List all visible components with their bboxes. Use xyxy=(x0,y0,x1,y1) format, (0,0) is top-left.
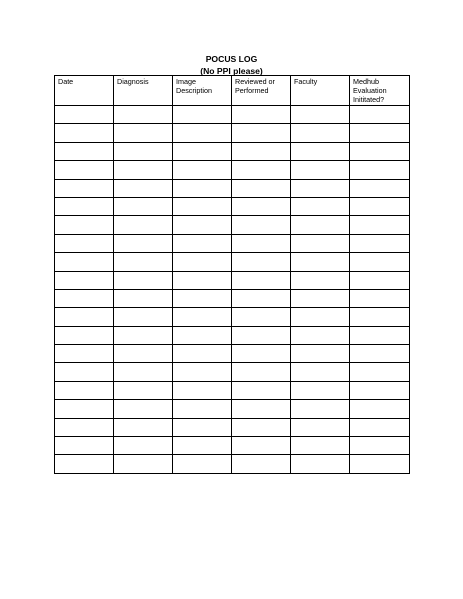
table-cell-diagnosis xyxy=(114,381,173,399)
table-cell-medhub-evaluation xyxy=(350,124,410,142)
table-cell-image-description xyxy=(173,161,232,179)
table-cell-medhub-evaluation xyxy=(350,216,410,234)
table-row xyxy=(55,124,410,142)
table-cell-image-description xyxy=(173,216,232,234)
table-cell-reviewed-or-performed xyxy=(232,271,291,289)
table-cell-faculty xyxy=(291,197,350,215)
table-row xyxy=(55,289,410,307)
table-cell-faculty xyxy=(291,455,350,473)
table-cell-medhub-evaluation xyxy=(350,400,410,418)
column-header-date: Date xyxy=(55,76,114,106)
log-table xyxy=(54,75,410,474)
page-subtitle: (No PPI please) xyxy=(200,66,263,76)
table-cell-date xyxy=(55,455,114,473)
table-row xyxy=(55,197,410,215)
table-cell-faculty xyxy=(291,437,350,455)
table-cell-image-description xyxy=(173,326,232,344)
table-cell-faculty xyxy=(291,124,350,142)
table-cell-image-description xyxy=(173,437,232,455)
table-cell-date xyxy=(55,234,114,252)
table-cell-medhub-evaluation xyxy=(350,437,410,455)
table-cell-medhub-evaluation xyxy=(350,179,410,197)
table-cell-medhub-evaluation xyxy=(350,253,410,271)
table-cell-faculty xyxy=(291,234,350,252)
table-cell-image-description xyxy=(173,308,232,326)
table-cell-medhub-evaluation xyxy=(350,418,410,436)
table-cell-image-description xyxy=(173,271,232,289)
table-cell-reviewed-or-performed xyxy=(232,437,291,455)
table-cell-reviewed-or-performed xyxy=(232,179,291,197)
table-row xyxy=(55,437,410,455)
table-cell-diagnosis xyxy=(114,253,173,271)
table-cell-diagnosis xyxy=(114,142,173,160)
table-cell-diagnosis xyxy=(114,437,173,455)
table-cell-reviewed-or-performed xyxy=(232,363,291,381)
table-cell-faculty xyxy=(291,216,350,234)
table-cell-medhub-evaluation xyxy=(350,455,410,473)
table-cell-reviewed-or-performed xyxy=(232,345,291,363)
table-cell-image-description xyxy=(173,106,232,124)
table-cell-faculty xyxy=(291,345,350,363)
table-cell-medhub-evaluation xyxy=(350,271,410,289)
table-cell-reviewed-or-performed xyxy=(232,253,291,271)
table-row xyxy=(55,363,410,381)
table-row xyxy=(55,308,410,326)
table-cell-diagnosis xyxy=(114,400,173,418)
table-row xyxy=(55,400,410,418)
table-cell-medhub-evaluation xyxy=(350,289,410,307)
table-cell-image-description xyxy=(173,142,232,160)
table-row xyxy=(55,381,410,399)
table-cell-date xyxy=(55,271,114,289)
table-cell-faculty xyxy=(291,289,350,307)
table-cell-date xyxy=(55,216,114,234)
table-cell-date xyxy=(55,142,114,160)
table-cell-diagnosis xyxy=(114,124,173,142)
column-header-diagnosis: Diagnosis xyxy=(114,76,173,106)
table-cell-diagnosis xyxy=(114,363,173,381)
table-cell-faculty xyxy=(291,308,350,326)
table-cell-image-description xyxy=(173,124,232,142)
table-cell-reviewed-or-performed xyxy=(232,197,291,215)
table-row xyxy=(55,216,410,234)
table-cell-reviewed-or-performed xyxy=(232,326,291,344)
table-cell-date xyxy=(55,381,114,399)
column-header-faculty: Faculty xyxy=(291,76,350,106)
table-row xyxy=(55,418,410,436)
table-cell-faculty xyxy=(291,326,350,344)
table-cell-medhub-evaluation xyxy=(350,381,410,399)
table-cell-faculty xyxy=(291,400,350,418)
table-cell-image-description xyxy=(173,345,232,363)
table-cell-reviewed-or-performed xyxy=(232,161,291,179)
table-cell-date xyxy=(55,326,114,344)
table-row xyxy=(55,345,410,363)
table-cell-reviewed-or-performed xyxy=(232,381,291,399)
table-cell-diagnosis xyxy=(114,455,173,473)
table-cell-faculty xyxy=(291,161,350,179)
table-cell-date xyxy=(55,363,114,381)
table-cell-reviewed-or-performed xyxy=(232,234,291,252)
table-cell-date xyxy=(55,197,114,215)
table-cell-reviewed-or-performed xyxy=(232,289,291,307)
table-cell-diagnosis xyxy=(114,197,173,215)
table-row xyxy=(55,106,410,124)
table-cell-medhub-evaluation xyxy=(350,197,410,215)
column-header-image-description: Image Description xyxy=(173,76,232,106)
title-block xyxy=(0,53,463,77)
table-cell-date xyxy=(55,124,114,142)
table-cell-image-description xyxy=(173,289,232,307)
log-table-body xyxy=(55,106,410,474)
table-cell-diagnosis xyxy=(114,418,173,436)
table-cell-diagnosis xyxy=(114,308,173,326)
table-cell-date xyxy=(55,289,114,307)
column-header-medhub-evaluation: Medhub Evaluation Inititated? xyxy=(350,76,410,106)
table-cell-date xyxy=(55,253,114,271)
table-cell-medhub-evaluation xyxy=(350,161,410,179)
table-cell-faculty xyxy=(291,253,350,271)
table-row xyxy=(55,253,410,271)
table-cell-diagnosis xyxy=(114,179,173,197)
table-row xyxy=(55,234,410,252)
table-cell-faculty xyxy=(291,271,350,289)
table-cell-reviewed-or-performed xyxy=(232,124,291,142)
table-cell-date xyxy=(55,308,114,326)
table-cell-image-description xyxy=(173,381,232,399)
table-cell-medhub-evaluation xyxy=(350,308,410,326)
table-cell-diagnosis xyxy=(114,106,173,124)
table-cell-medhub-evaluation xyxy=(350,142,410,160)
table-cell-diagnosis xyxy=(114,216,173,234)
table-cell-diagnosis xyxy=(114,326,173,344)
table-cell-diagnosis xyxy=(114,234,173,252)
table-row xyxy=(55,161,410,179)
table-cell-image-description xyxy=(173,400,232,418)
table-row xyxy=(55,271,410,289)
table-cell-faculty xyxy=(291,363,350,381)
table-row xyxy=(55,142,410,160)
table-row xyxy=(55,455,410,473)
table-cell-medhub-evaluation xyxy=(350,234,410,252)
page-title: POCUS LOG xyxy=(205,54,258,64)
table-cell-diagnosis xyxy=(114,271,173,289)
table-cell-reviewed-or-performed xyxy=(232,106,291,124)
table-cell-image-description xyxy=(173,363,232,381)
table-cell-date xyxy=(55,179,114,197)
table-cell-medhub-evaluation xyxy=(350,106,410,124)
table-cell-date xyxy=(55,161,114,179)
table-cell-reviewed-or-performed xyxy=(232,400,291,418)
table-cell-image-description xyxy=(173,418,232,436)
table-row xyxy=(55,326,410,344)
table-cell-date xyxy=(55,400,114,418)
table-cell-faculty xyxy=(291,418,350,436)
table-cell-image-description xyxy=(173,197,232,215)
table-row xyxy=(55,179,410,197)
table-cell-reviewed-or-performed xyxy=(232,418,291,436)
table-cell-reviewed-or-performed xyxy=(232,216,291,234)
table-cell-reviewed-or-performed xyxy=(232,455,291,473)
table-cell-faculty xyxy=(291,179,350,197)
table-cell-diagnosis xyxy=(114,161,173,179)
header-row xyxy=(55,76,410,106)
table-cell-medhub-evaluation xyxy=(350,363,410,381)
column-header-reviewed-or-performed: Reviewed or Performed xyxy=(232,76,291,106)
table-cell-date xyxy=(55,437,114,455)
table-cell-image-description xyxy=(173,234,232,252)
table-cell-date xyxy=(55,106,114,124)
table-cell-image-description xyxy=(173,455,232,473)
table-cell-medhub-evaluation xyxy=(350,345,410,363)
table-cell-faculty xyxy=(291,142,350,160)
table-cell-medhub-evaluation xyxy=(350,326,410,344)
table-cell-image-description xyxy=(173,179,232,197)
table-cell-image-description xyxy=(173,253,232,271)
table-cell-diagnosis xyxy=(114,345,173,363)
table-cell-faculty xyxy=(291,381,350,399)
table-cell-date xyxy=(55,345,114,363)
table-cell-faculty xyxy=(291,106,350,124)
table-cell-reviewed-or-performed xyxy=(232,308,291,326)
table-cell-diagnosis xyxy=(114,289,173,307)
table-cell-date xyxy=(55,418,114,436)
table-cell-reviewed-or-performed xyxy=(232,142,291,160)
